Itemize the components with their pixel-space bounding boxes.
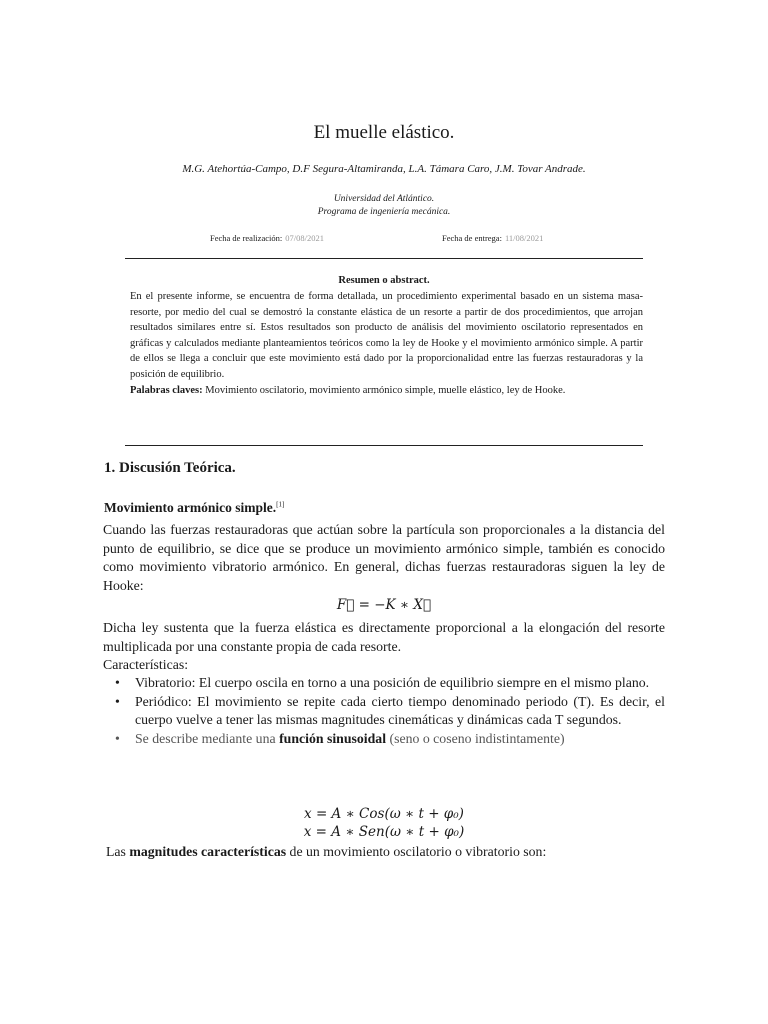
closing-paragraph (106, 843, 668, 862)
keywords-label: Palabras claves: (130, 384, 203, 396)
citation-ref: [1] (276, 500, 285, 509)
characteristics-list (103, 674, 665, 748)
realization-date-label: Fecha de realización: (210, 233, 283, 243)
bottom-divider (125, 445, 643, 446)
closing-post: de un movimiento oscilatorio o vibratorio son: (289, 844, 547, 859)
paragraph-hooke-text: Dicha ley sustenta que la fuerza elástica es directamente proporcional a la elongación del resorte multiplicada por una constante propia de cada resorte. (103, 620, 665, 654)
realization-date-value: 07/08/2021 (285, 233, 324, 243)
list-item: • Vibratorio: El cuerpo oscila en torno a una posición de equilibrio siempre en el mismo plano. (115, 675, 650, 690)
delivery-date-label: Fecha de entrega: (442, 233, 502, 243)
keywords (130, 383, 643, 399)
closing-bold: magnitudes características (129, 844, 287, 859)
list-item-text: Se describe mediante una (135, 730, 276, 746)
university: Universidad del Atlántico. (333, 194, 435, 204)
abstract-body (130, 289, 643, 398)
characteristics-label: Características: (103, 657, 189, 672)
realization-date (210, 233, 324, 243)
list-item: • Periódico: El movimiento se repite cada cierto tiempo denominado periodo (T). Es decir, el cuerpo vuelve a tener las mismas magnitudes cinemáticas y dinámicas cada T segundos. (115, 693, 665, 727)
subsection-title: Movimiento armónico simple. (104, 500, 277, 515)
list-item-text: Vibratorio: El cuerpo oscila en torno a una posición de equilibrio siempre en el mismo plano. (135, 675, 650, 690)
delivery-date (442, 233, 543, 243)
list-item-bold: función sinusoidal (279, 730, 387, 746)
equation-cos: x = A ∗ Cos(ω ∗ t + φ₀) (304, 806, 464, 822)
section-heading: 1. Discusión Teórica. (104, 460, 236, 476)
closing-pre: Las (106, 844, 126, 859)
program: Programa de ingeniería mecánica. (317, 207, 451, 217)
paragraph-intro (103, 521, 665, 595)
list-item: • Se describe mediante una función sinusoidal (seno o coseno indistintamente) (115, 730, 565, 746)
list-item-text: Periódico: El movimiento se repite cada cierto tiempo denominado periodo (T). Es decir, el cuerpo vuelve a tener las mismas magnitudes cinemáticas y dinámicas cada T segundos. (135, 693, 665, 727)
subsection-heading (104, 500, 284, 516)
paragraph-hooke (103, 619, 665, 675)
equation-sen: x = A ∗ Sen(ω ∗ t + φ₀) (303, 824, 465, 840)
list-item-text-end: (seno o coseno indistintamente) (389, 730, 565, 746)
document-title: El muelle elástico. (313, 122, 455, 143)
abstract-heading: Resumen o abstract. (338, 275, 430, 286)
keywords-text: Movimiento oscilatorio, movimiento armónico simple, muelle elástico, ley de Hooke. (205, 384, 566, 396)
equation-hooke: F⃗ = −K ∗ X⃗ (336, 597, 432, 613)
top-divider (125, 258, 643, 259)
abstract-text: En el presente informe, se encuentra de forma detallada, un procedimiento experimental basado en un sistema masa-resorte, por medio del cual se demostró la constante elástica de un resorte a partir de dos procedimientos, que arrojan resultados similares entre sí. Estos resultados son producto de análisis del movimiento oscilatorio representados en gráficas y calculados mediante planteamientos teóricos como la ley de Hooke y el movimiento armónico simple. A partir de ellos se llega a concluir que este movimiento está dado por la proporcionalidad entre las fuerzas restauradoras y la posición de equilibrio. (130, 291, 643, 380)
paragraph-intro-text: Cuando las fuerzas restauradoras que actúan sobre la partícula son proporcionales a la distancia del punto de equilibrio, se dice que se produce un movimiento armónico simple, también es conocido como movimiento vibratorio armónico. En general, dichas fuerzas restauradoras siguen la ley de Hooke: (103, 522, 665, 593)
delivery-date-value: 11/08/2021 (504, 233, 544, 243)
authors: M.G. Atehortúa-Campo, D.F Segura-Altamiranda, L.A. Támara Caro, J.M. Tovar Andrade. (182, 163, 586, 175)
